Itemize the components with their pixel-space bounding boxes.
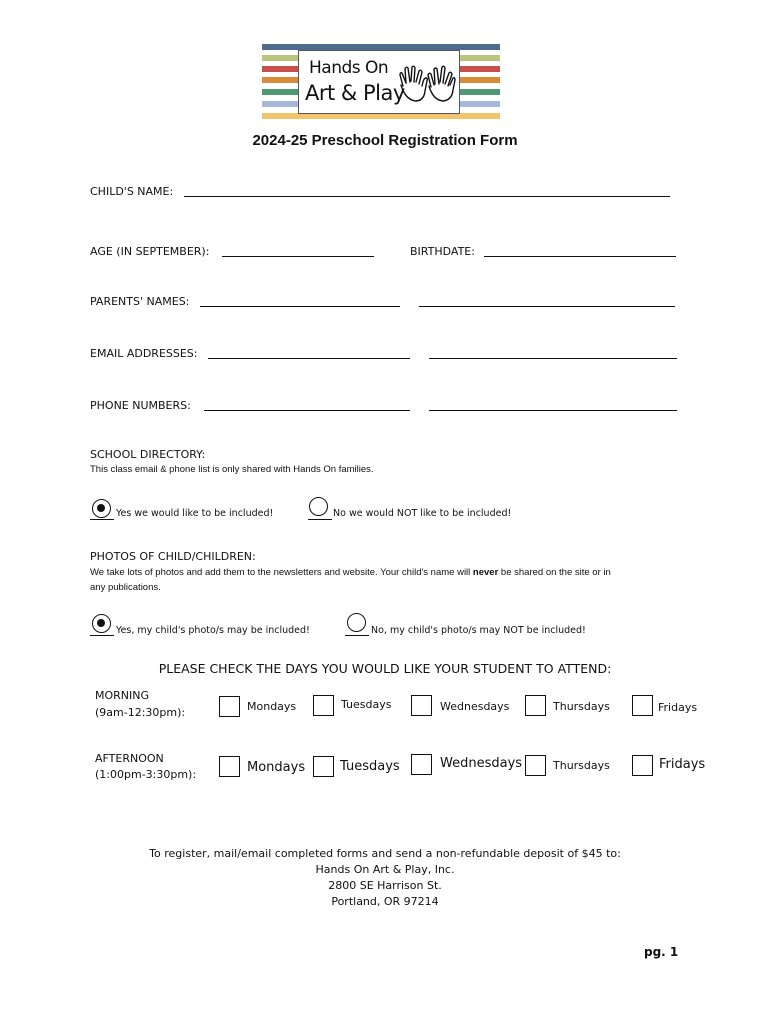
morning-wednesdays-label: Wednesdays xyxy=(440,700,510,713)
email-addresses-label: EMAIL ADDRESSES: xyxy=(90,347,198,360)
photos-yes-line xyxy=(90,635,114,636)
register-instructions: To register, mail/email completed forms and send a non-refundable deposit of $45 to: xyxy=(149,847,621,860)
afternoon-hours: (1:00pm-3:30pm): xyxy=(95,768,197,781)
register-city: Portland, OR 97214 xyxy=(331,895,439,908)
directory-yes-radio[interactable] xyxy=(92,499,111,518)
directory-no-radio[interactable] xyxy=(309,497,328,516)
afternoon-mondays-checkbox[interactable] xyxy=(219,756,240,777)
phone-line-1[interactable] xyxy=(204,410,410,411)
birthdate-label: BIRTHDATE: xyxy=(410,245,475,258)
logo-box xyxy=(298,50,460,114)
radio-selected-dot xyxy=(97,504,105,512)
directory-no-line xyxy=(308,519,332,520)
afternoon-tuesdays-checkbox[interactable] xyxy=(313,756,334,777)
hands-icon xyxy=(395,59,459,109)
directory-yes-line xyxy=(90,519,114,520)
birthdate-line[interactable] xyxy=(484,256,676,257)
email-line-2[interactable] xyxy=(429,358,677,359)
morning-tuesdays-label: Tuesdays xyxy=(341,698,392,711)
afternoon-label: AFTERNOON xyxy=(95,752,164,765)
directory-heading: SCHOOL DIRECTORY: xyxy=(90,448,206,461)
afternoon-wednesdays-checkbox[interactable] xyxy=(411,754,432,775)
register-company: Hands On Art & Play, Inc. xyxy=(315,863,455,876)
afternoon-wednesdays-label: Wednesdays xyxy=(440,756,523,771)
afternoon-thursdays-checkbox[interactable] xyxy=(525,755,546,776)
morning-tuesdays-checkbox[interactable] xyxy=(313,695,334,716)
photos-no-label: No, my child's photo/s may NOT be included! xyxy=(371,625,586,636)
morning-hours: (9am-12:30pm): xyxy=(95,706,186,719)
afternoon-tuesdays-label: Tuesdays xyxy=(340,759,400,774)
photos-yes-radio[interactable] xyxy=(92,614,111,633)
morning-mondays-checkbox[interactable] xyxy=(219,696,240,717)
phone-numbers-label: PHONE NUMBERS: xyxy=(90,399,191,412)
email-line-1[interactable] xyxy=(208,358,410,359)
parents-names-label: PARENTS' NAMES: xyxy=(90,295,190,308)
register-street: 2800 SE Harrison St. xyxy=(328,879,442,892)
age-line[interactable] xyxy=(222,256,374,257)
page-number: pg. 1 xyxy=(644,945,679,959)
parent-name-line-1[interactable] xyxy=(200,306,400,307)
afternoon-fridays-checkbox[interactable] xyxy=(632,755,653,776)
morning-fridays-label: Fridays xyxy=(658,701,698,714)
morning-thursdays-label: Thursdays xyxy=(553,700,610,713)
morning-fridays-checkbox[interactable] xyxy=(632,695,653,716)
afternoon-thursdays-label: Thursdays xyxy=(553,759,610,772)
photos-note-line2: any publications. xyxy=(90,582,161,593)
age-label: AGE (IN SEPTEMBER): xyxy=(90,245,210,258)
photos-heading: PHOTOS OF CHILD/CHILDREN: xyxy=(90,550,256,563)
photos-no-line xyxy=(345,635,369,636)
afternoon-fridays-label: Fridays xyxy=(659,757,706,772)
phone-line-2[interactable] xyxy=(429,410,677,411)
morning-thursdays-checkbox[interactable] xyxy=(525,695,546,716)
child-name-line[interactable] xyxy=(184,196,670,197)
form-title: 2024-25 Preschool Registration Form xyxy=(252,132,518,149)
morning-label: MORNING xyxy=(95,689,150,702)
hands-on-logo xyxy=(262,44,500,122)
days-heading: PLEASE CHECK THE DAYS YOU WOULD LIKE YOUR STUDENT TO ATTEND: xyxy=(158,661,612,676)
logo-text-line1: Hands On xyxy=(309,58,389,78)
photos-no-radio[interactable] xyxy=(347,613,366,632)
directory-note: This class email & phone list is only shared with Hands On families. xyxy=(90,464,374,475)
photos-note xyxy=(90,567,611,578)
morning-mondays-label: Mondays xyxy=(247,700,297,713)
morning-wednesdays-checkbox[interactable] xyxy=(411,695,432,716)
afternoon-mondays-label: Mondays xyxy=(247,760,306,775)
logo-text-line2: Art & Play xyxy=(305,81,405,105)
photos-note-part1: We take lots of photos and add them to the newsletters and website. Your child's name will xyxy=(90,567,473,578)
directory-no-label: No we would NOT like to be included! xyxy=(333,508,512,519)
parent-name-line-2[interactable] xyxy=(419,306,675,307)
child-name-label: CHILD'S NAME: xyxy=(90,185,174,198)
photos-note-emphasis: never xyxy=(472,567,499,578)
photos-note-part2: be shared on the site or in xyxy=(498,567,611,578)
directory-yes-label: Yes we would like to be included! xyxy=(116,508,274,519)
radio-selected-dot xyxy=(97,619,105,627)
photos-yes-label: Yes, my child's photo/s may be included! xyxy=(116,625,310,636)
